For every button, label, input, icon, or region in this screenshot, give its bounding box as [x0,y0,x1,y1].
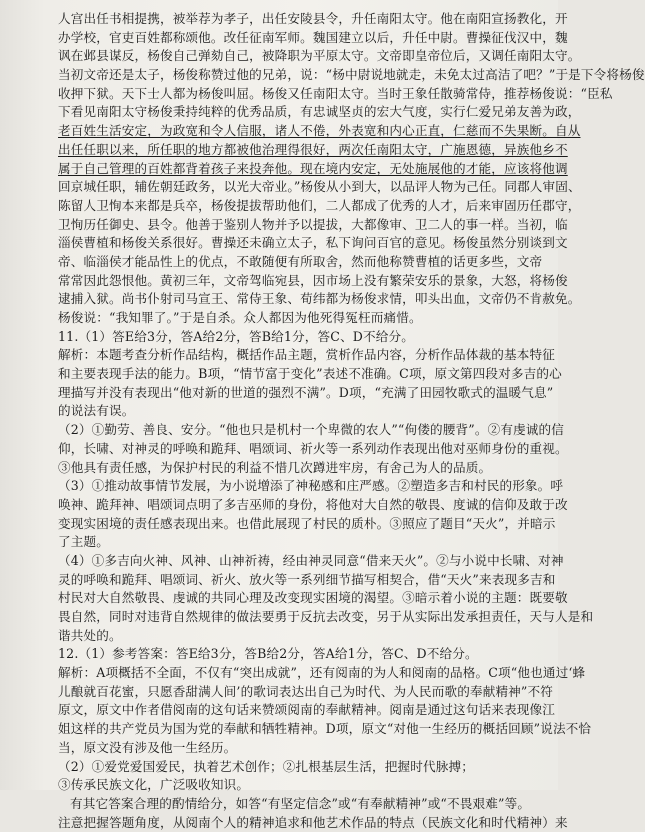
text-line: 了主题。 [58,534,109,550]
text-line: 注意把握答题角度，从阅南个人的精神追求和他艺术作品的特点（民族文化和时代精神）来 [58,814,568,830]
text-line: 下看见南阳太守杨俊秉持纯粹的优秀品质，有忠诚坚贞的宏大气度，实行仁爱兄弟友善为政， [58,104,581,120]
text-line: （2）①勤劳、善良、安分。“他也只是机村一个卑微的农人”“佝偻的腰背”。②有虔诚的信 [58,422,565,438]
text-line: 淄侯曹植和杨俊关系很好。曹操还未确立太子，私下询问百官的意见。杨俊虽然分别谈到文 [58,235,568,251]
text-line: 办学校，官吏百姓都称颂他。改任征南军师。魏国建立以后，升任中尉。曹操征伐汉中，魏 [58,29,568,45]
text-line: 儿酿就百花蜜，只愿香甜满人间’的歌词表达出自己为时代、为人民而歌的奉献精神”不符 [58,683,554,699]
text-line: 当初文帝还是太子，杨俊称赞过他的兄弟，说：“杨中尉说地就走，未免太过高洁了吧？”于是下令将杨俊 [58,67,645,83]
text-line: 灵的呼唤和跪拜、唱颂词、祈火、放火等一系列细节描写相契合，借“天火”来表现多吉和 [58,571,556,587]
text-line: 帝、临淄侯才能品性上的优点，不敢随便有所取舍，然而他称赞曹植的话更多些，文帝 [58,253,543,269]
text-line: 人宫出任书相提携，被举荐为孝子，出任安陵县令，升任南阳太守。他在南阳宣扬教化，开 [58,11,568,26]
text-line: 的说法有误。 [58,403,135,419]
page-text [58,10,645,832]
text-line: 卫恂历任御史、县令。他善于鉴别人物并予以提拔，大都像审、卫二人的事一样。当初，临 [58,216,568,232]
text-line: 唤神、跪拜神、唱颂词点明了多吉巫师的身份，将他对大自然的敬畏、度诚的信仰及敢于改 [58,496,568,512]
text-line: 常常因此怨恨他。黄初三年，文帝驾临宛县，因市场上没有繁荣安乐的景象，大怒，将杨俊 [58,272,568,288]
text-line: 当，原文没有涉及他一生经历。 [58,739,237,755]
text-line: 仰，长啸、对神灵的呼唤和跪拜、唱颂词、祈火等一系列动作表现出他对巫师身份的重视。 [58,440,568,456]
text-line: （2）①爱党爱国爱民，执着艺术创作；②扎根基层生活，把握时代脉搏； [58,758,474,774]
text-line: 解析：A项概括不全面，不仅有“突出成就”，还有阅南的为人和阅南的品格。C项“他也通过‘蜂 [58,665,586,681]
text-line: 解析：本题考查分析作品结构，概括作品主题，赏析作品内容，分析作品体裁的基本特征 [58,347,556,363]
text-line: 杨俊说：“我知罪了。”于是自杀。众人都因为他死得冤枉而痛惜。 [58,310,422,325]
text-line: ③传承民族文化，广泛吸收知识。 [58,777,250,793]
text-line: 12.（1）参考答案：答E给3分，答B给2分，答A给1分，答C、D不给分。 [58,646,478,662]
text-line: 逮捕入狱。尚书仆射司马宣王、常侍王象、荀纬都为杨俊求情，叩头出血，文帝仍不肯赦免。 [58,291,581,307]
text-line: 原文，原文中作者借阅南的这句话来赞颂阅南的奉献精神。阅南是通过这句话来表现像江 [58,702,556,718]
text-line: 变现实困境的责任感表现出来。也借此展现了村民的质朴。③照应了题目“天火”，并暗示 [58,515,556,531]
text-line: 理描写并没有表现出“他对新的世道的强烈不满”。D项，“充满了田园牧歌式的温暖气息” [58,384,554,400]
text-line: 回京城任职，辅佐朝廷政务，以光大帝业。”杨俊从小到大，以品评人物为己任。同郡人审固、 [58,179,581,195]
text-line: 畏自然，同时对违背自然规律的做法要勇于反抗去改变，另于从实际出发承担责任，天与人是和 [58,609,594,624]
text-line: 属于自己管理的百姓都背着孩子来投奔他。现在境内安定，无处施展他的才能，应该将他调 [58,160,568,176]
text-line: 谐共处的。 [58,627,122,643]
text-line: 有其它答案合理的酌情给分，如答“有坚定信念”或“有奉献精神”或“不畏艰难”等。 [70,795,531,811]
text-line: 村民对大自然敬畏、虔诚的共同心理及改变现实困境的渴望。③暗示着小说的主题：既要敬 [58,590,568,606]
text-line: 老百姓生活安定，为政宽和令人信服，诸人不倦，外表宽和内心正直，仁慈而不失果断。自从 [58,123,581,139]
text-line: （3）①推动故事情节发展，为小说增添了神秘感和庄严感。②塑造多吉和村民的形象。呼 [58,478,564,494]
text-line: 收押下狱。天下士人都为杨俊叫屈。杨俊又任南阳太守。当时王象任散骑常侍，推荐杨俊说：“臣私 [58,85,613,101]
text-line: 讽在邺县谋反，杨俊自己弹劾自己，被降职为平原太守。文帝即皇帝位后，又调任南阳太守。 [58,48,581,64]
text-line: 陈留人卫恂本来都是兵卒，杨俊提拔帮助他们，二人都成了优秀的人才，后来审固历任郡守， [58,197,581,213]
text-line: ③他具有责任感，为保护村民的利益不惜几次蹲进牢房，有舍己为人的品质。 [58,459,492,475]
text-line: 和主要表现手法的能力。B项，“情节富于变化”表述不准确。C项，原文第四段对多吉的心 [58,366,562,382]
text-line: 姐这样的共产党员为国为党的奉献和牺牲精神。D项，原文“对他一生经历的概括回顾”说法不恰 [58,721,592,737]
text-line: 11.（1）答E给3分，答A给2分，答B给1分，答C、D不给分。 [58,328,415,344]
text-line: 出任任职以来，所任职的地方都被他治理得很好，两次任南阳太守，广施恩德，异族他乡不 [58,141,568,157]
text-line: （4）①多吉向火神、风神、山神祈祷，经由神灵同意“借来天火”。②与小说中长啸、对神 [58,552,564,568]
